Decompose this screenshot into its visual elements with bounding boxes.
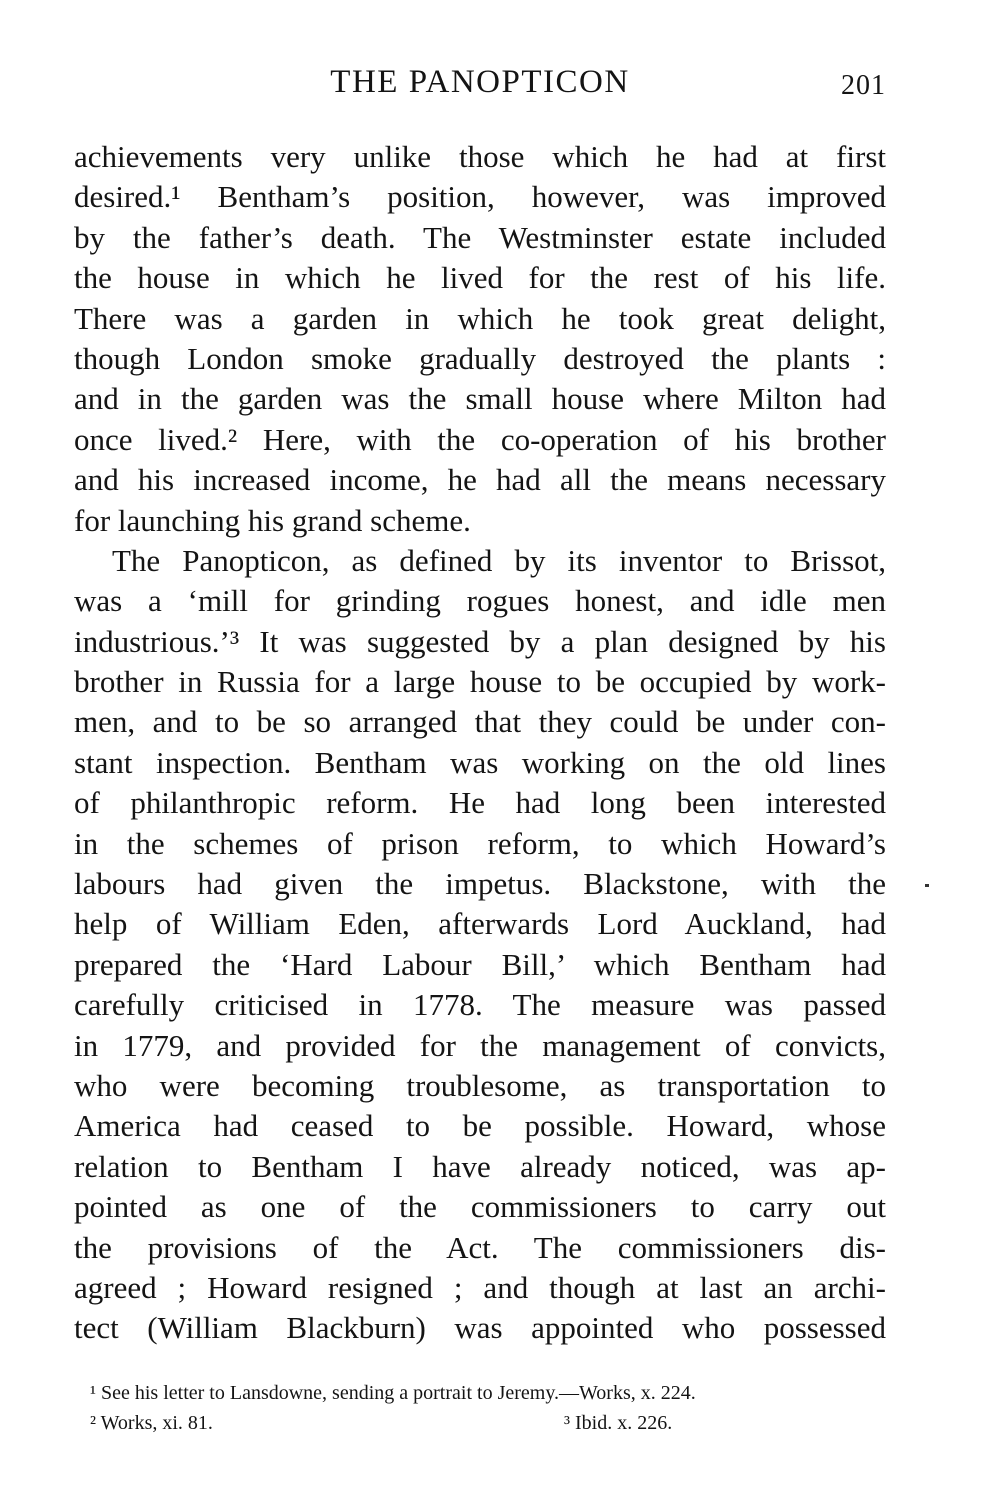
text-line: and his increased income, he had all the means necessary xyxy=(74,462,886,498)
text-line: though London smoke gradually destroyed the plants : xyxy=(74,340,886,376)
text-line: who were becoming troublesome, as transportation to xyxy=(74,1067,886,1103)
text-line: in the schemes of prison reform, to which Howard’s xyxy=(74,825,886,861)
running-title: THE PANOPTICON xyxy=(330,64,630,100)
text-line: once lived.² Here, with the co-operation of his brother xyxy=(74,421,886,457)
footnote-3: ³ Ibid. x. 226. xyxy=(564,1412,673,1434)
text-line: carefully criticised in 1778. The measure was passed xyxy=(74,987,886,1023)
text-line: was a ‘mill for grinding rogues honest, and idle men xyxy=(74,583,886,619)
text-line: America had ceased to be possible. Howard, whose xyxy=(74,1108,886,1144)
footnote-line xyxy=(74,1378,886,1408)
text-line: for launching his grand scheme. xyxy=(74,502,471,538)
text-line: help of William Eden, afterwards Lord Auckland, had xyxy=(74,906,886,942)
text-line: labours had given the impetus. Blackstone, with the xyxy=(74,866,886,902)
page-number: 201 xyxy=(841,70,886,101)
footnote-1: ¹ See his letter to Lansdowne, sending a portrait to Jeremy.—Works, x. 224. xyxy=(90,1382,696,1404)
text-line: pointed as one of the commissioners to carry out xyxy=(74,1189,886,1225)
text-line: There was a garden in which he took great delight, xyxy=(74,300,886,336)
text-line: industrious.’³ It was suggested by a plan designed by his xyxy=(74,623,886,659)
text-line: and in the garden was the small house where Milton had xyxy=(74,381,886,417)
text-line: the provisions of the Act. The commissioners dis- xyxy=(74,1229,886,1265)
footnote-2: ² Works, xi. 81. xyxy=(90,1412,213,1434)
text-line: men, and to be so arranged that they could be under con- xyxy=(74,704,886,740)
footnote-line xyxy=(74,1408,886,1438)
text-line: by the father’s death. The Westminster estate included xyxy=(74,219,886,255)
text-line: stant inspection. Bentham was working on the old lines xyxy=(74,744,886,780)
text-line: prepared the ‘Hard Labour Bill,’ which Bentham had xyxy=(74,946,886,982)
text-line: in 1779, and provided for the management of convicts, xyxy=(74,1027,886,1063)
page-header xyxy=(74,64,886,112)
text-line: achievements very unlike those which he had at first xyxy=(74,139,886,174)
text-line: The Panopticon, as defined by its inventor to Brissot, xyxy=(112,542,886,578)
text-line: agreed ; Howard resigned ; and though at last an archi- xyxy=(74,1269,886,1305)
margin-speck xyxy=(925,884,929,887)
text-line: relation to Bentham I have already noticed, was ap- xyxy=(74,1148,886,1184)
text-line: the house in which he lived for the rest of his life. xyxy=(74,260,886,296)
body-text xyxy=(74,137,886,1349)
text-line: brother in Russia for a large house to be occupied by work- xyxy=(74,664,886,700)
text-line: tect (William Blackburn) was appointed who possessed xyxy=(74,1310,886,1346)
text-line: desired.¹ Bentham’s position, however, was improved xyxy=(74,179,886,215)
footnotes xyxy=(74,1378,886,1438)
text-line: of philanthropic reform. He had long been interested xyxy=(74,785,886,821)
